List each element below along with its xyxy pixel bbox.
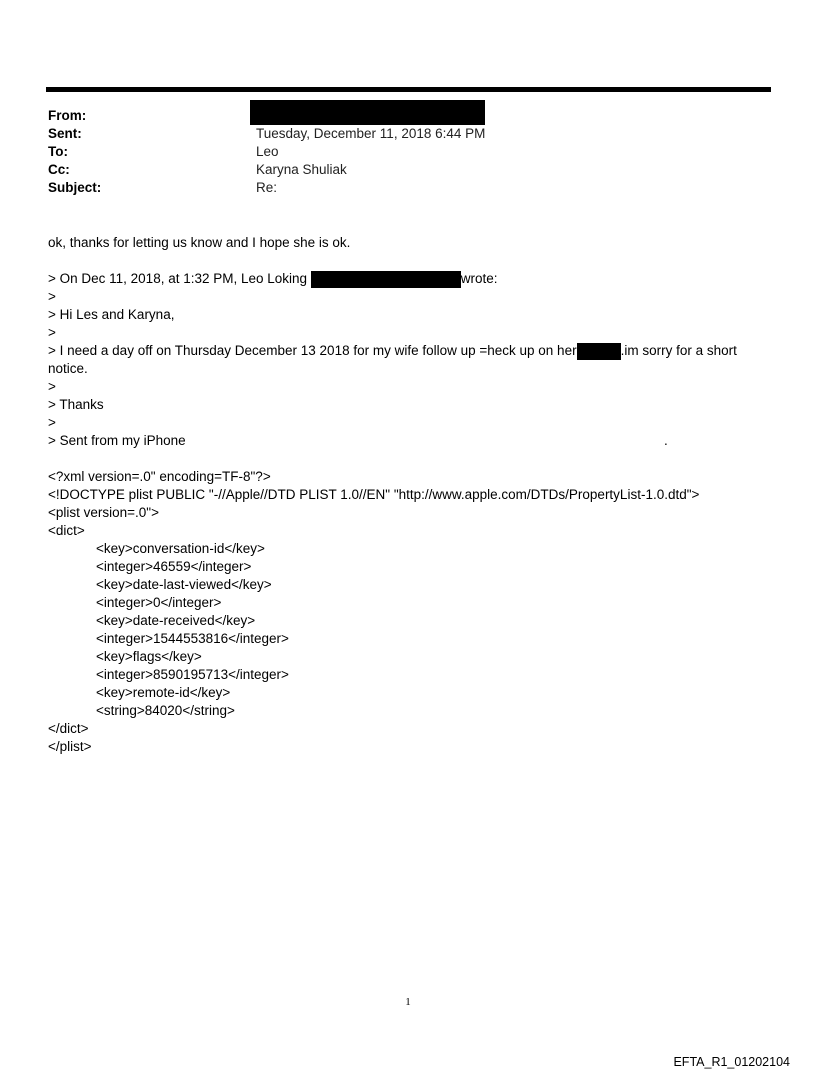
cc-value: Karyna Shuliak xyxy=(256,162,347,177)
plist-open-tag: <plist version=.0"> xyxy=(48,505,159,520)
reply-text: ok, thanks for letting us know and I hope she is ok. xyxy=(48,235,351,250)
plist-close-tag: </plist> xyxy=(48,739,92,754)
quoted-request-prefix: > I need a day off on Thursday December 13 2018 for my wife follow up =heck up on her xyxy=(48,343,577,358)
from-row xyxy=(48,107,748,125)
sent-value: Tuesday, December 11, 2018 6:44 PM xyxy=(256,126,486,141)
plist-entry: <string>84020</string> xyxy=(96,703,235,718)
plist-dict-open: <dict> xyxy=(48,523,85,538)
quoted-intro-prefix: > On Dec 11, 2018, at 1:32 PM, Leo Loking xyxy=(48,271,311,286)
quoted-signature: > Sent from my iPhone xyxy=(48,433,186,448)
to-row xyxy=(48,143,748,161)
plist-entry: <integer>46559</integer> xyxy=(96,559,252,574)
plist-entry: <key>date-received</key> xyxy=(96,613,256,628)
plist-entry: <key>conversation-id</key> xyxy=(96,541,265,556)
email-body xyxy=(48,234,778,756)
redaction-sender-email xyxy=(311,271,461,288)
plist-entry: <integer>0</integer> xyxy=(96,595,222,610)
quote-marker: > xyxy=(48,289,56,304)
cc-row xyxy=(48,161,748,179)
quoted-request xyxy=(48,342,778,378)
subject-row xyxy=(48,179,748,197)
quoted-intro-suffix: wrote: xyxy=(460,271,498,286)
quoted-greeting: > Hi Les and Karyna, xyxy=(48,307,175,322)
plist-entry: <integer>1544553816</integer> xyxy=(96,631,289,646)
plist-xml-declaration: <?xml version=.0" encoding=TF-8"?> xyxy=(48,469,271,484)
redaction-request-detail xyxy=(577,343,621,360)
quoted-thanks: > Thanks xyxy=(48,397,104,412)
quote-marker: > xyxy=(48,415,56,430)
plist-entry: <key>remote-id</key> xyxy=(96,685,231,700)
from-label: From: xyxy=(48,108,87,123)
quoted-request-suffix: .im sorry for a short notice. xyxy=(48,343,737,376)
sent-row xyxy=(48,125,748,143)
plist-dict-close: </dict> xyxy=(48,721,89,736)
bates-number: EFTA_R1_01202104 xyxy=(673,1055,790,1069)
sent-label: Sent: xyxy=(48,126,82,141)
plist-doctype: <!DOCTYPE plist PUBLIC "-//Apple//DTD PLIST 1.0//EN" "http://www.apple.com/DTDs/PropertyList-1.0.dtd"> xyxy=(48,487,700,502)
page-number: 1 xyxy=(405,996,411,1008)
trailing-dot: . xyxy=(664,433,668,448)
plist-entry: <key>date-last-viewed</key> xyxy=(96,577,272,592)
quote-marker: > xyxy=(48,325,56,340)
subject-label: Subject: xyxy=(48,180,102,195)
to-label: To: xyxy=(48,144,68,159)
quoted-intro xyxy=(48,270,778,288)
plist-entry: <key>flags</key> xyxy=(96,649,202,664)
subject-value: Re: xyxy=(256,180,278,195)
header-rule xyxy=(46,87,771,92)
quote-marker: > xyxy=(48,379,56,394)
plist-entry: <integer>8590195713</integer> xyxy=(96,667,289,682)
email-header xyxy=(48,107,748,197)
cc-label: Cc: xyxy=(48,162,70,177)
to-value: Leo xyxy=(256,144,279,159)
